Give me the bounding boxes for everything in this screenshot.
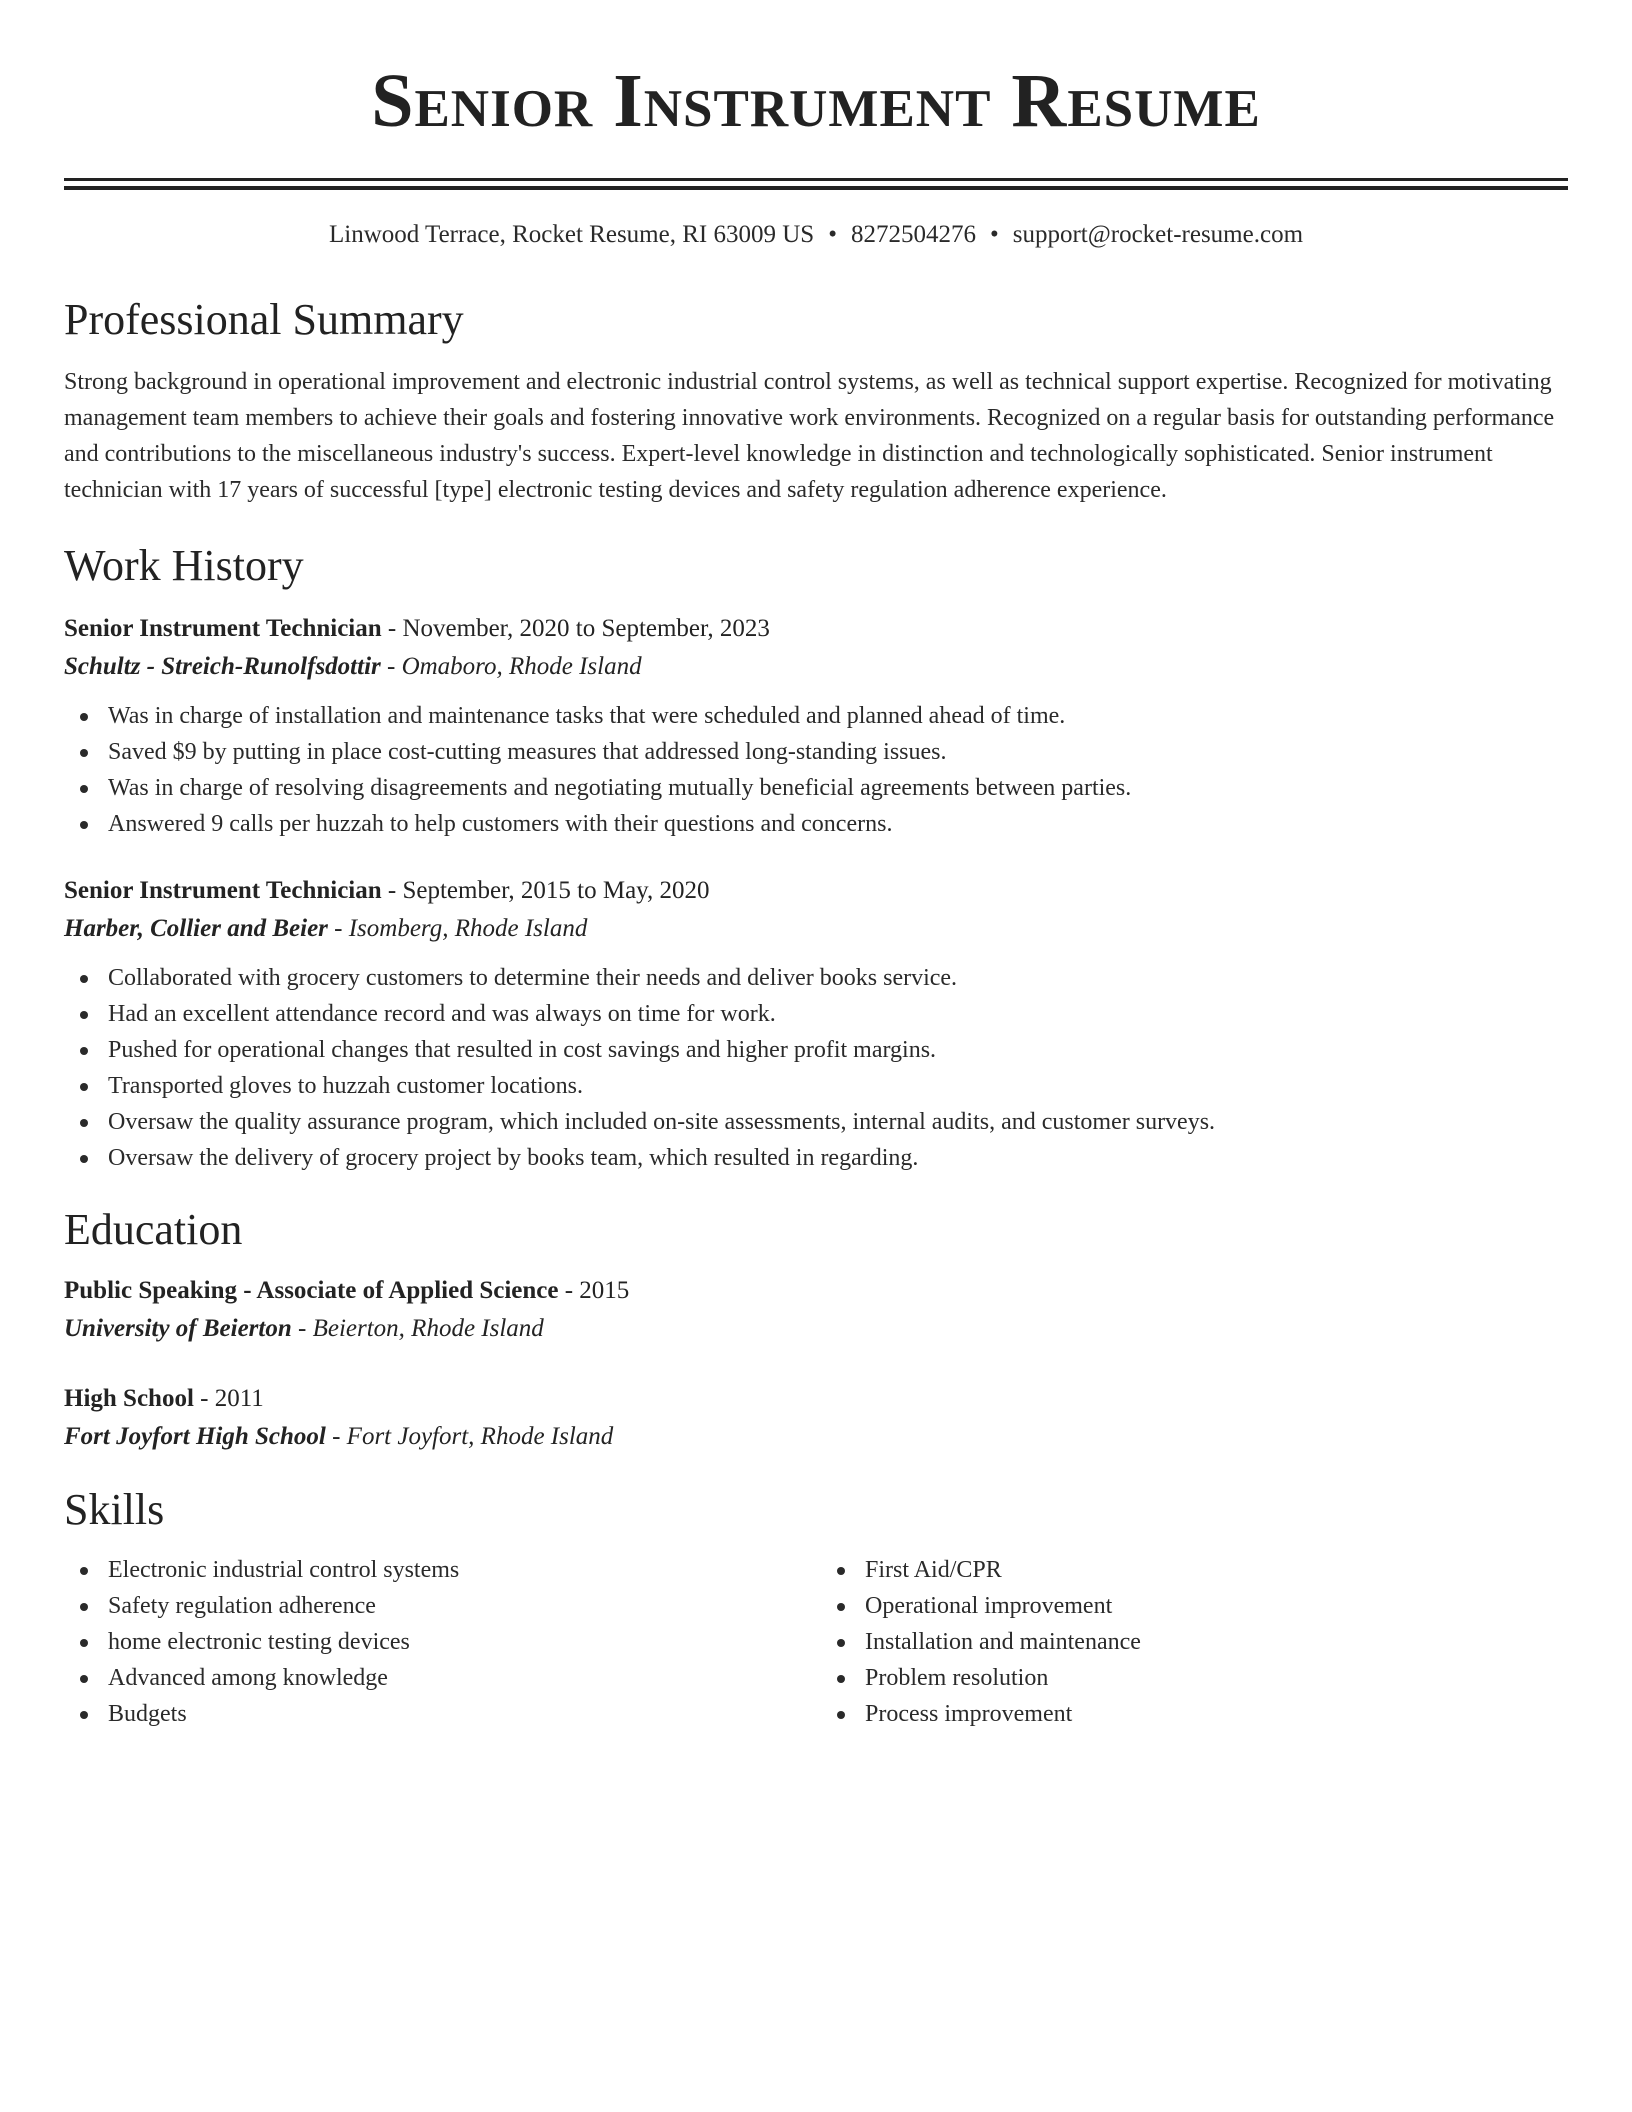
skill-text: Installation and maintenance	[865, 1629, 1141, 1655]
skill-text: Operational improvement	[865, 1593, 1113, 1619]
bullet-text: Transported gloves to huzzah customer locations.	[108, 1073, 584, 1099]
list-item	[64, 1552, 811, 1588]
bullet-icon	[837, 1711, 845, 1719]
school-name: Fort Joyfort High School	[64, 1423, 326, 1450]
job-title-line	[64, 872, 1568, 910]
title-divider	[64, 178, 1568, 190]
list-item	[64, 1068, 1568, 1104]
bullet-text: Was in charge of installation and maintenance tasks that were scheduled and planned ahead of time.	[108, 703, 1066, 729]
list-item	[64, 1696, 811, 1732]
bullet-icon	[80, 1047, 88, 1055]
job-company: Harber, Collier and Beier	[64, 915, 328, 942]
skill-text: Advanced among knowledge	[108, 1665, 388, 1691]
job-dates: - November, 2020 to September, 2023	[381, 615, 770, 642]
bullet-text: Had an excellent attendance record and was always on time for work.	[108, 1001, 776, 1027]
contact-separator: •	[989, 221, 999, 248]
graduation-year: - 2015	[558, 1277, 630, 1304]
education-entry	[64, 1380, 1568, 1456]
summary-heading: Professional Summary	[64, 295, 464, 344]
bullet-text: Collaborated with grocery customers to determine their needs and deliver books service.	[108, 965, 958, 991]
school-name: University of Beierton	[64, 1315, 292, 1342]
skill-text: home electronic testing devices	[108, 1629, 410, 1655]
school-line	[64, 1310, 1568, 1348]
job-bullets	[64, 960, 1568, 1176]
job-location: - Omaboro, Rhode Island	[380, 653, 642, 680]
bullet-icon	[80, 1603, 88, 1611]
skill-text: Budgets	[108, 1701, 187, 1727]
list-item	[821, 1624, 1568, 1660]
bullet-text: Saved $9 by putting in place cost-cutting measures that addressed long-standing issues.	[108, 739, 947, 765]
bullet-text: Pushed for operational changes that resulted in cost savings and higher profit margins.	[108, 1037, 937, 1063]
list-item	[821, 1660, 1568, 1696]
list-item	[64, 770, 1568, 806]
bullet-text: Was in charge of resolving disagreements and negotiating mutually beneficial agreements between parties.	[108, 775, 1132, 801]
list-item	[821, 1696, 1568, 1732]
degree: High School	[64, 1385, 194, 1412]
bullet-icon	[80, 1083, 88, 1091]
list-item	[64, 1588, 811, 1624]
school-line	[64, 1418, 1568, 1456]
skills-heading: Skills	[64, 1485, 165, 1534]
bullet-icon	[80, 1011, 88, 1019]
school-location: - Fort Joyfort, Rhode Island	[325, 1423, 614, 1450]
work-history-heading: Work History	[64, 541, 304, 590]
skill-text: Problem resolution	[865, 1665, 1049, 1691]
bullet-icon	[80, 975, 88, 983]
bullet-icon	[80, 821, 88, 829]
job-dates: - September, 2015 to May, 2020	[381, 877, 710, 904]
skills-list-right	[811, 1552, 1568, 1732]
bullet-icon	[80, 785, 88, 793]
list-item	[64, 806, 1568, 842]
list-item	[64, 734, 1568, 770]
job-title: Senior Instrument Technician	[64, 877, 382, 904]
job-company-line	[64, 648, 1568, 686]
job-entry	[64, 872, 1568, 1176]
contact-address: Linwood Terrace, Rocket Resume, RI 63009 US	[328, 221, 815, 248]
degree-line	[64, 1380, 1568, 1418]
list-item	[64, 1032, 1568, 1068]
list-item	[64, 960, 1568, 996]
degree: Public Speaking - Associate of Applied Science	[64, 1277, 559, 1304]
list-item	[64, 698, 1568, 734]
contact-separator: •	[828, 221, 837, 248]
list-item	[64, 996, 1568, 1032]
contact-line	[64, 218, 1568, 252]
job-company: Schultz - Streich-Runolfsdottir	[64, 653, 381, 680]
list-item	[64, 1624, 811, 1660]
job-title: Senior Instrument Technician	[64, 615, 382, 642]
bullet-icon	[837, 1639, 845, 1647]
skill-text: Electronic industrial control systems	[108, 1557, 460, 1583]
education-heading: Education	[64, 1205, 243, 1254]
bullet-text: Answered 9 calls per huzzah to help customers with their questions and concerns.	[108, 811, 893, 837]
list-item	[821, 1552, 1568, 1588]
bullet-icon	[837, 1567, 845, 1575]
bullet-icon	[80, 713, 88, 721]
bullet-icon	[80, 1675, 88, 1683]
skills-columns	[64, 1552, 1568, 1732]
list-item	[64, 1660, 811, 1696]
list-item	[64, 1104, 1568, 1140]
bullet-icon	[837, 1603, 845, 1611]
bullet-icon	[80, 1567, 88, 1575]
education-entry	[64, 1272, 1568, 1348]
bullet-icon	[80, 1119, 88, 1127]
list-item	[821, 1588, 1568, 1624]
school-location: - Beierton, Rhode Island	[291, 1315, 544, 1342]
bullet-icon	[80, 749, 88, 757]
degree-line	[64, 1272, 1568, 1310]
graduation-year: - 2011	[193, 1385, 264, 1412]
skill-text: Safety regulation adherence	[108, 1593, 376, 1619]
summary-text: Strong background in operational improvement and electronic industrial control systems, as well as technical support expertise. Recognized for motivating management team members to achieve their goals and fostering innovative work environments. Recognized on a regular basis for outstanding performance and contributions to the miscellaneous industry's success. Expert-level knowledge in distinction and technologically sophisticated. Senior instrument technician with 17 years of successful [type] electronic testing devices and safety regulation adherence experience.	[64, 369, 1555, 503]
bullet-icon	[80, 1639, 88, 1647]
job-entry	[64, 610, 1568, 842]
bullet-icon	[80, 1155, 88, 1163]
list-item	[64, 1140, 1568, 1176]
contact-phone: 8272504276	[850, 221, 976, 248]
bullet-text: Oversaw the delivery of grocery project by books team, which resulted in regarding.	[108, 1145, 919, 1171]
skills-list-left	[64, 1552, 811, 1732]
skill-text: Process improvement	[865, 1701, 1073, 1727]
bullet-icon	[837, 1675, 845, 1683]
bullet-icon	[80, 1711, 88, 1719]
job-title-line	[64, 610, 1568, 648]
skill-text: First Aid/CPR	[865, 1557, 1002, 1583]
contact-email[interactable]: support@rocket-resume.com	[1012, 221, 1304, 248]
resume-title: Senior Instrument Resume	[371, 59, 1261, 143]
job-company-line	[64, 910, 1568, 948]
job-location: - Isomberg, Rhode Island	[327, 915, 588, 942]
bullet-text: Oversaw the quality assurance program, which included on-site assessments, internal audits, and customer surveys.	[108, 1109, 1216, 1135]
job-bullets	[64, 698, 1568, 842]
